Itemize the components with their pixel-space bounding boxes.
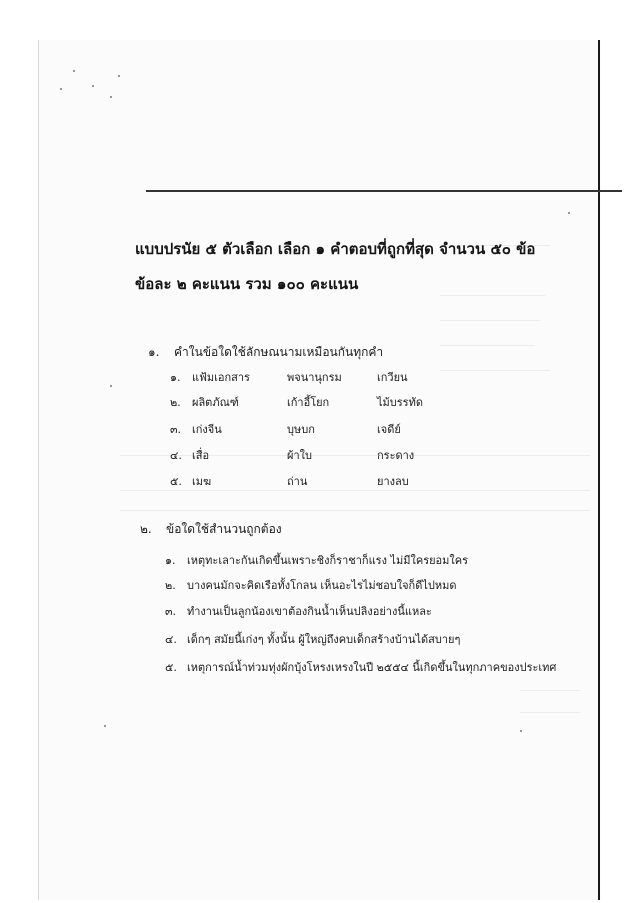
exam-instructions-line2: ข้อละ ๒ คะแนน รวม ๑๐๐ คะแนน (135, 275, 359, 293)
option-number: ๕. (165, 661, 177, 674)
scan-speck (92, 85, 94, 87)
option-number: ๒. (170, 396, 181, 409)
option-text: เหตุการณ์น้ำท่วมทุ่งผักบุ้งโหรงเหรงในปี ๒๕๕๔ นี้เกิดขึ้นในทุกภาคของประเทศ (187, 661, 557, 674)
header-rule (146, 190, 622, 192)
option-word: เมฆ (192, 475, 212, 488)
bleed-through-line (520, 712, 580, 713)
option-word: พจนานุกรม (287, 371, 342, 384)
option-word: แฟ้มเอกสาร (192, 371, 250, 384)
option-word: ถ่าน (287, 475, 308, 488)
scan-speck (568, 212, 570, 214)
scanned-page (38, 40, 601, 900)
option-number: ๓. (170, 423, 182, 436)
bleed-through-line (120, 510, 590, 511)
option-text: บางคนมักจะคิดเรือทั้งโกลน เห็นอะไรไม่ชอบใจก็ดีไปหมด (187, 579, 457, 592)
option-number: ๕. (170, 475, 182, 488)
option-number: ๒. (165, 579, 176, 592)
bleed-through-line (440, 370, 550, 371)
option-word: บุษบก (287, 423, 315, 436)
question-2-prompt: ข้อใดใช้สำนวนถูกต้อง (166, 522, 282, 536)
option-word: ผ้าใบ (287, 449, 312, 462)
page-edge-shadow (598, 40, 600, 900)
bleed-through-line (120, 455, 590, 456)
option-number: ๔. (165, 633, 177, 646)
scan-speck (73, 70, 75, 72)
option-number: ๑. (165, 554, 176, 567)
option-word: กระดาง (377, 449, 415, 462)
bleed-through-line (440, 320, 540, 321)
question-1-number: ๑. (148, 345, 160, 359)
option-word: ไม้บรรทัด (377, 396, 423, 409)
option-word: เก้าอี้โยก (287, 396, 330, 409)
option-word: เก่งจีน (192, 423, 222, 436)
scan-speck (118, 75, 120, 77)
scan-speck (104, 725, 106, 727)
bleed-through-line (440, 295, 545, 296)
bleed-through-line (440, 345, 535, 346)
question-1-prompt: คำในข้อใดใช้ลักษณนามเหมือนกันทุกคำ (174, 345, 384, 359)
exam-instructions-line1: แบบปรนัย ๕ ตัวเลือก เลือก ๑ คำตอบที่ถูกที่สุด จำนวน ๕๐ ข้อ (135, 240, 536, 258)
bleed-through-line (520, 690, 580, 691)
option-word: เสื่อ (192, 449, 210, 462)
option-word: เกวียน (377, 371, 408, 384)
option-number: ๑. (170, 371, 181, 384)
option-text: เด็กๆ สมัยนี้เก่งๆ ทั้งนั้น ผู้ใหญ่ถึงคบเด็กสร้างบ้านได้สบายๆ (187, 633, 461, 646)
bleed-through-line (120, 490, 590, 491)
scan-speck (60, 88, 62, 90)
option-word: เจดีย์ (377, 423, 401, 436)
option-word: ยางลบ (377, 475, 409, 488)
option-number: ๓. (165, 605, 177, 618)
scan-speck (520, 730, 522, 732)
option-text: เหตุทะเลาะกันเกิดขึ้นเพราะชิงก็ราชาก็แรง ไม่มีใครยอมใคร (187, 554, 469, 567)
option-word: ผลิตภัณฑ์ (192, 396, 239, 409)
question-2-number: ๒. (140, 522, 152, 536)
option-number: ๔. (170, 449, 182, 462)
scan-speck (110, 96, 112, 98)
option-text: ทำงานเป็นลูกน้องเขาต้องกินน้ำเห็นปลิงอย่างนี้แหละ (187, 605, 432, 618)
scan-speck (110, 385, 112, 387)
